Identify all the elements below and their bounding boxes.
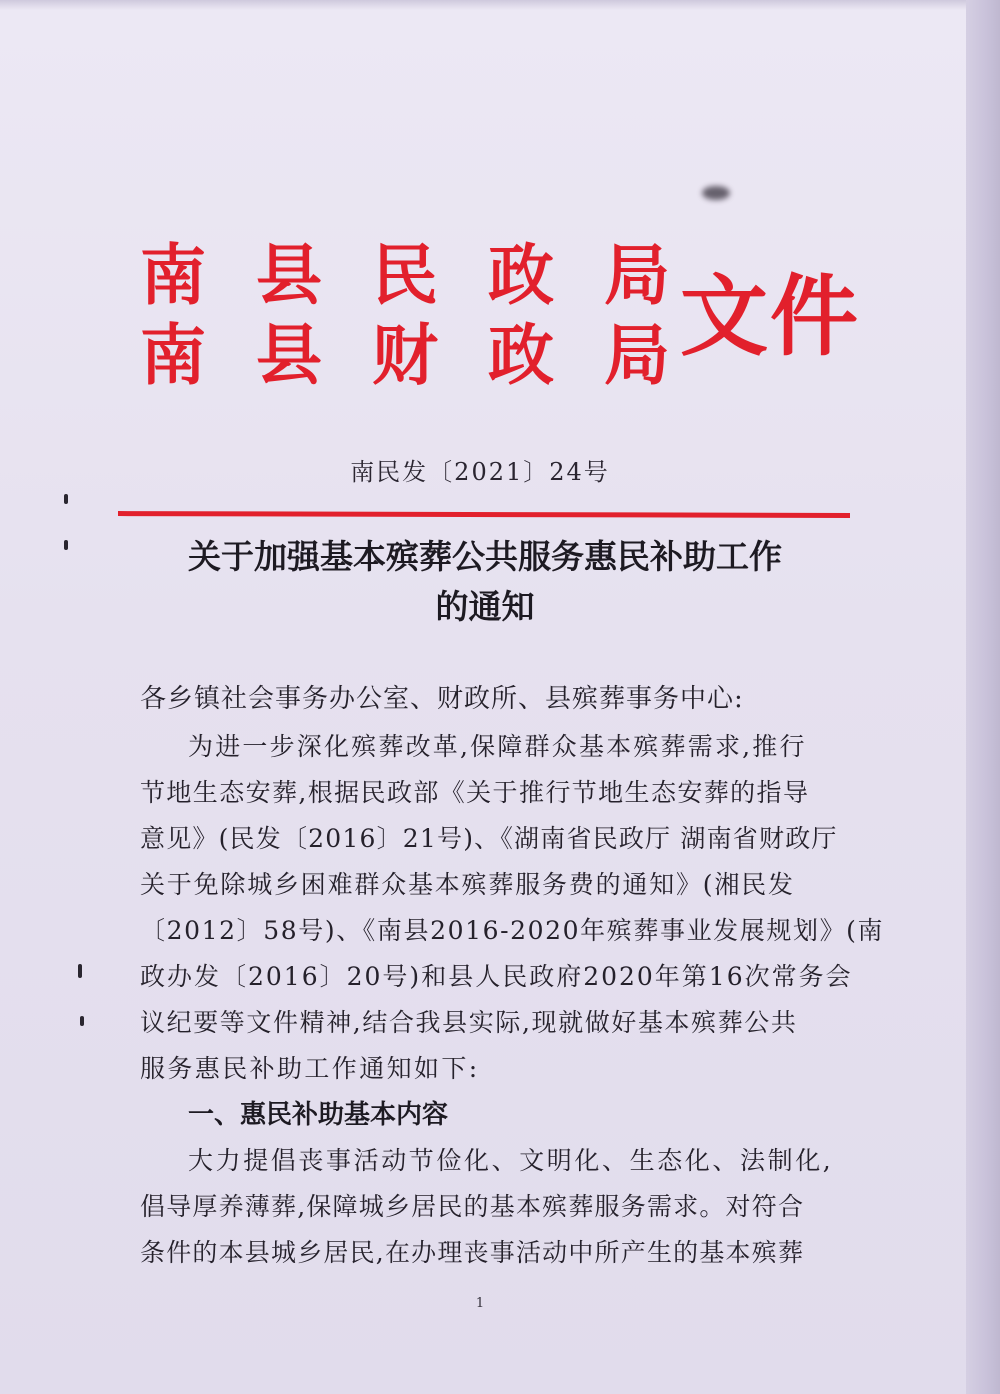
paragraph-line: 服务惠民补助工作通知如下: <box>140 1054 480 1083</box>
paragraph-line: 政办发〔2016〕20号)和县人民政府2020年第16次常务会 <box>140 962 853 991</box>
document-number: 南民发〔2021〕24号 <box>350 458 610 486</box>
red-header <box>140 236 861 394</box>
section-heading: 一、惠民补助基本内容 <box>188 1100 449 1130</box>
paragraph-line: 为进一步深化殡葬改革,保障群众基本殡葬需求,推行 <box>188 732 807 761</box>
paper-right-edge <box>966 0 1000 1394</box>
paragraph-line: 条件的本县城乡居民,在办理丧事活动中所产生的基本殡葬 <box>140 1238 805 1267</box>
title-line: 关于加强基本殡葬公共服务惠民补助工作 <box>188 537 782 576</box>
issuer-name-finance: 南县财政局 <box>140 316 720 394</box>
binding-hole-mark <box>80 1016 84 1026</box>
paragraph-line: 倡导厚养薄葬,保障城乡居民的基本殡葬服务需求。对符合 <box>140 1192 805 1221</box>
page-number: 1 <box>475 1296 485 1311</box>
title-line: 的通知 <box>435 587 535 626</box>
paragraph-line: 议纪要等文件精神,结合我县实际,现就做好基本殡葬公共 <box>140 1008 798 1037</box>
binding-hole-mark <box>78 964 82 978</box>
notice-title <box>0 532 970 632</box>
ink-smudge <box>702 186 730 200</box>
paragraph-line: 关于免除城乡困难群众基本殡葬服务费的通知》(湘民发 <box>140 870 795 899</box>
issuer-name-civil-affairs: 南县民政局 <box>140 236 720 314</box>
paragraph-line: 〔2012〕58号)、《南县2016-2020年殡葬事业发展规划》(南 <box>140 916 885 945</box>
red-separator-line <box>118 511 850 518</box>
paragraph-line: 节地生态安葬,根据民政部《关于推行节地生态安葬的指导 <box>140 778 810 807</box>
paragraph-line: 意见》(民发〔2016〕21号)、《湖南省民政厅 湖南省财政厅 <box>140 824 838 853</box>
paper-top-shadow <box>0 0 1000 10</box>
paragraph-line: 大力提倡丧事活动节俭化、文明化、生态化、法制化, <box>188 1146 834 1175</box>
salutation: 各乡镇社会事务办公室、财政所、县殡葬事务中心: <box>140 684 744 714</box>
issuer-suffix-document: 文件 <box>680 265 861 368</box>
binding-hole-mark <box>64 494 68 504</box>
